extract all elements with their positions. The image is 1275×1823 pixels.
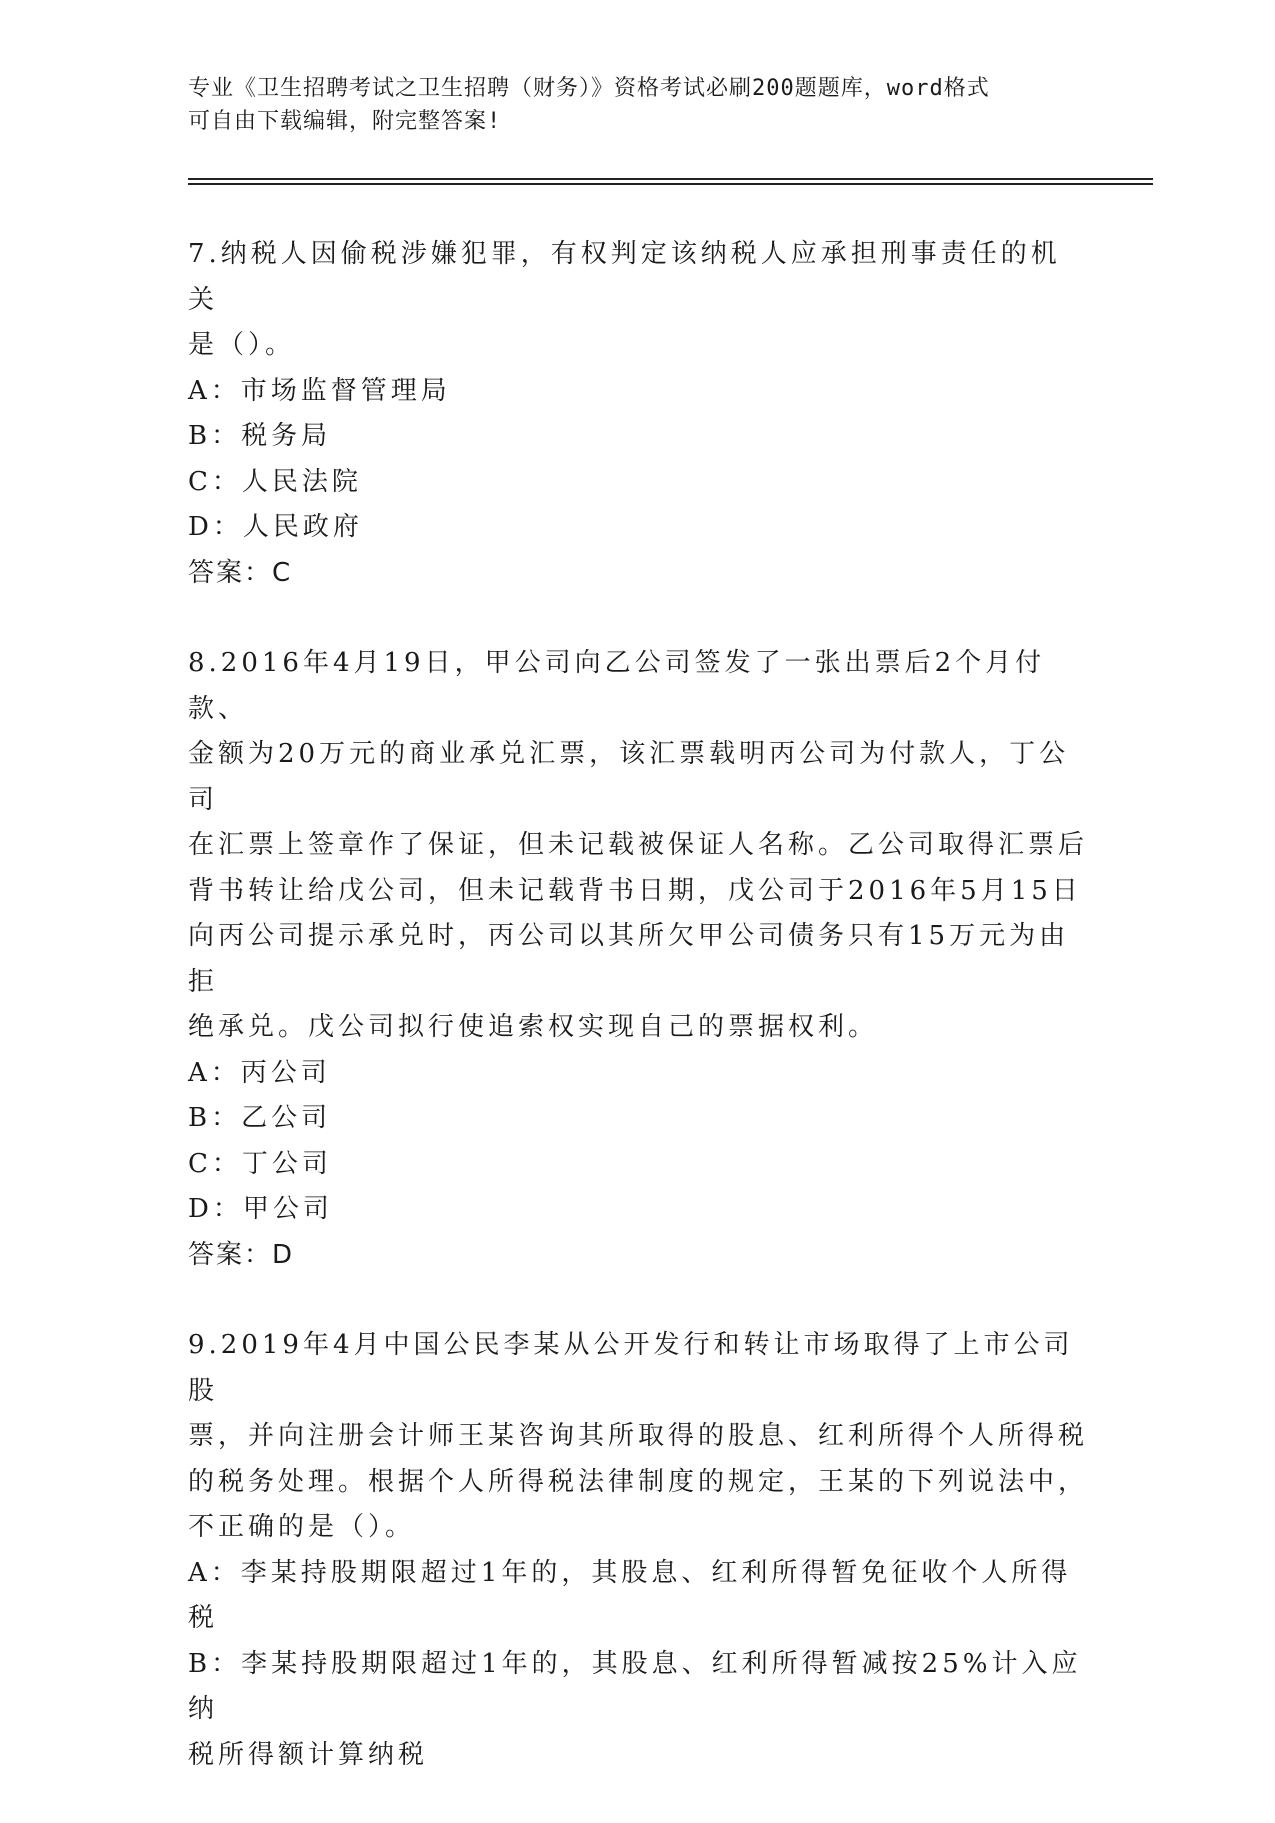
option-b: B：李某持股期限超过1年的，其股息、红利所得暂减按25%计入应纳 xyxy=(188,1648,1082,1724)
question-text-line: 在汇票上签章作了保证，但未记载被保证人名称。乙公司取得汇票后 xyxy=(188,830,1089,860)
question-text-line: 金额为20万元的商业承兑汇票，该汇票载明丙公司为付款人，丁公司 xyxy=(188,739,1070,815)
option-a: A：市场监督管理局 xyxy=(188,375,451,406)
header-line-1: 专业《卫生招聘考试之卫生招聘（财务）》资格考试必刷200题题库，word格式 xyxy=(188,76,990,101)
option-d: D：人民政府 xyxy=(188,512,363,542)
question-text-line: 9.2019年4月中国公民李某从公开发行和转让市场取得了上市公司股 xyxy=(188,1330,1074,1406)
question-text-line: 票，并向注册会计师王某咨询其所取得的股息、红利所得个人所得税 xyxy=(188,1421,1089,1451)
option-b: B：税务局 xyxy=(188,421,332,451)
option-a: A：丙公司 xyxy=(188,1057,331,1088)
document-header xyxy=(188,72,1088,138)
question-text-line: 背书转让给戊公司，但未记载背书日期，戊公司于2016年5月15日 xyxy=(188,875,1082,906)
answer-label: 答案：D xyxy=(188,1239,295,1270)
option-b: B：乙公司 xyxy=(188,1103,332,1133)
option-b-continued: 税所得额计算纳税 xyxy=(188,1739,429,1770)
question-7 xyxy=(188,232,1088,596)
option-c: C：人民法院 xyxy=(188,466,362,497)
option-a: A：李某持股期限超过1年的，其股息、红利所得暂免征收个人所得税 xyxy=(188,1557,1072,1633)
question-text-line: 8.2016年4月19日，甲公司向乙公司签发了一张出票后2个月付款、 xyxy=(188,648,1046,724)
header-line-2: 可自由下载编辑，附完整答案! xyxy=(188,109,502,134)
question-text-line: 7.纳税人因偷税涉嫌犯罪，有权判定该纳税人应承担刑事责任的机关 xyxy=(188,239,1061,315)
header-divider-top xyxy=(188,178,1153,180)
question-text-line: 绝承兑。戊公司拟行使追索权实现自己的票据权利。 xyxy=(188,1012,879,1042)
header-divider-bottom xyxy=(188,183,1153,185)
question-text-line: 不正确的是（）。 xyxy=(188,1512,416,1542)
question-text-line: 的税务处理。根据个人所得税法律制度的规定，王某的下列说法中， xyxy=(188,1466,1089,1497)
answer-label: 答案：C xyxy=(188,557,293,588)
option-d: D：甲公司 xyxy=(188,1194,333,1224)
option-c: C：丁公司 xyxy=(188,1148,332,1179)
questions-list xyxy=(188,232,1088,1823)
question-9 xyxy=(188,1323,1088,1778)
question-text-line: 是（）。 xyxy=(188,330,296,360)
question-8 xyxy=(188,641,1088,1278)
question-text-line: 向丙公司提示承兑时，丙公司以其所欠甲公司债务只有15万元为由拒 xyxy=(188,921,1070,997)
